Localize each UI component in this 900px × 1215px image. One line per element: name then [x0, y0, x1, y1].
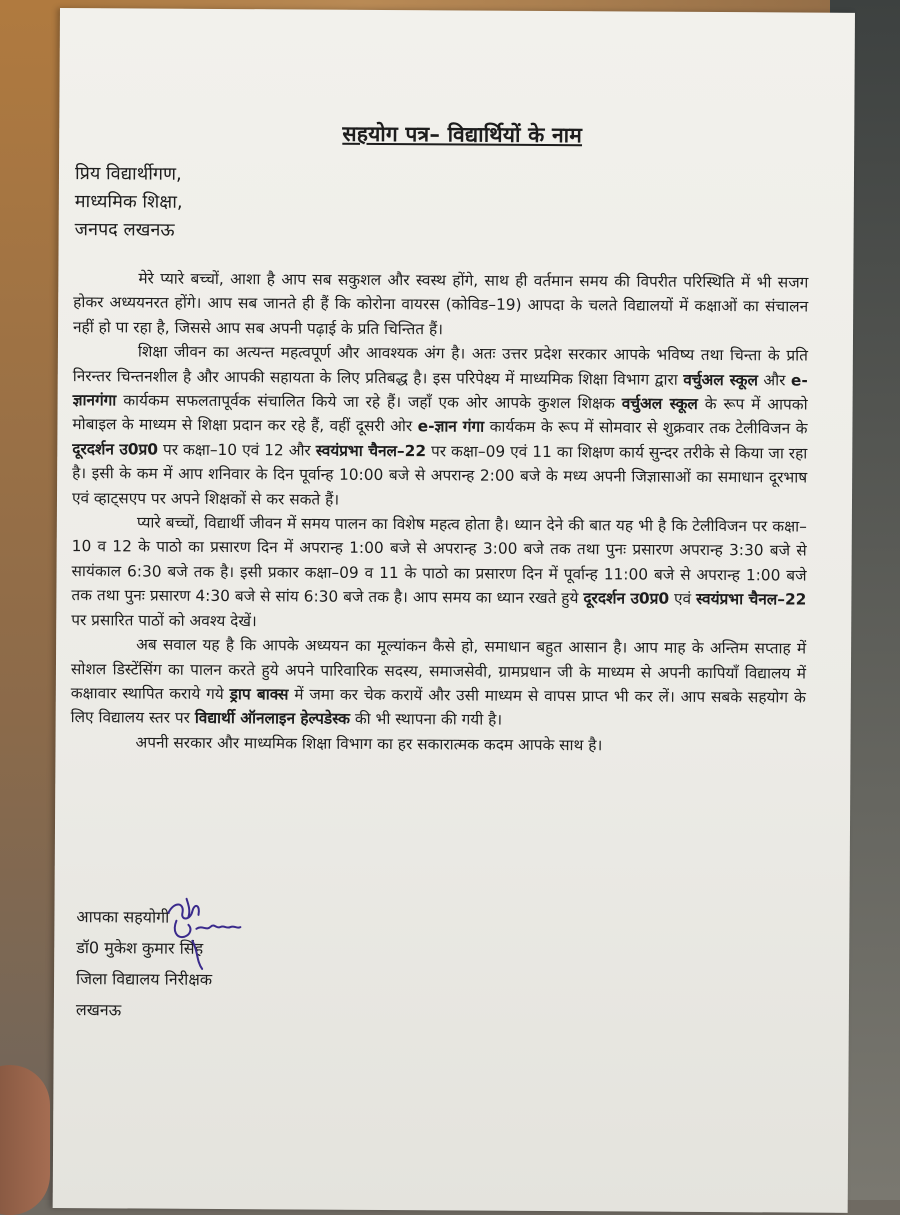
- bold-term: वर्चुअल स्कूल: [683, 370, 758, 389]
- thumb-holding-paper: [0, 1065, 50, 1215]
- paragraph-1: [73, 266, 808, 344]
- paragraph-4: [71, 632, 807, 734]
- bold-term: दूरदर्शन उ0प्र0: [583, 589, 670, 609]
- letter-page: [53, 8, 855, 1213]
- closing-line: डॉ0 मुकेश कुमार सिंह: [76, 938, 204, 958]
- paragraph-text: पर कक्षा–10 एवं 12 और: [157, 440, 316, 460]
- bold-term: दूरदर्शन उ0प्र0: [72, 439, 159, 459]
- bold-term: e-ज्ञानगंगा: [72, 371, 808, 410]
- paragraph-text: एवं: [669, 590, 697, 609]
- addressee-block: [75, 160, 183, 245]
- addressee-line: जनपद लखनऊ: [74, 219, 175, 241]
- paragraph-text: पर कक्षा–09 एवं 11 का शिक्षण कार्य सुन्दर तरीके से किया जा रहा है। इसी के कम में आप शनिवार के दिन पूर्वान्ह 10:00 बजे से अपरान्ह 2:00 बजे के मध्य अपनी जिज्ञासाओं का समाधान दूरभाष एवं व्हाट्सएप पर अपने शिक्षकों से कर सकते हैं।: [71, 442, 808, 509]
- paragraph-text: में जमा कर चेक करायें और उसी माध्यम से वापस प्राप्त भी कर लें। आप सबके सहयोग के लिए विद्यालय स्तर पर: [70, 685, 806, 728]
- bold-term: स्वयंप्रभा चैनल–22: [696, 590, 807, 609]
- letter-body: [70, 266, 808, 759]
- addressee-line: प्रिय विद्यार्थीगण,: [74, 163, 182, 185]
- bold-term: स्वयंप्रभा चैनल–22: [315, 441, 427, 461]
- paragraph-text: प्यारे बच्चों, विद्यार्थी जीवन में समय पालन का विशेष महत्व होता है। ध्यान देने की बात यह भी है कि टेलीविजन पर कक्षा–10 व 12 के पाठो का प्रसारण दिन में अपरान्ह 1:00 बजे से अपरान्ह 3:00 बजे तक तथा पुनः प्रसारण अपरान्ह 3:30 बजे से सायंकाल 6:30 बजे तक है। इसी प्रकार कक्षा–09 व 11 के पाठो का प्रसारण दिन में पूर्वान्ह 11:00 बजे से अपरान्ह 1:00 बजे तक तथा पुनः प्रसारण 4:30 बजे से सांय 6:30 बजे तक है। आप समय का ध्यान रखते हुये: [71, 513, 807, 608]
- closing-line: आपका सहयोगी: [76, 907, 170, 927]
- bold-term: ड्राप बाक्स: [229, 684, 289, 704]
- paragraph-text: अपनी सरकार और माध्यमिक शिक्षा विभाग का हर सकारात्मक कदम आपके साथ है।: [135, 733, 603, 755]
- paragraph-text: मेरे प्यारे बच्चों, आशा है आप सब सकुशल और स्वस्थ होंगे, साथ ही वर्तमान समय की विपरीत परिस्थिति में भी सजग होकर अध्ययनरत होंगे। आप सब जानते ही हैं कि कोरोना वायरस (कोविड–19) आपदा के चलते विद्यालयों में कक्षाओं का संचालन नहीं हो पा रहा है, जिससे आप सब अपनी पढ़ाई के प्रति चिन्तित हैं।: [72, 269, 809, 339]
- paragraph-text: पर प्रसारित पाठों को अवश्य देखें।: [71, 610, 257, 630]
- paragraph-5: [70, 730, 805, 759]
- letter-title: सहयोग पत्र– विद्यार्थियों के नाम: [342, 121, 583, 148]
- paragraph-2: [72, 339, 808, 514]
- closing-line: जिला विद्यालय निरीक्षक: [76, 969, 213, 989]
- paragraph-3: [71, 510, 807, 637]
- paragraph-text: और: [757, 370, 791, 390]
- bold-term: वर्चुअल स्कूल: [621, 394, 698, 413]
- paragraph-text: अब सवाल यह है कि आपके अध्ययन का मूल्यांकन कैसे हो, समाधान बहुत आसान है। आप माह के अन्तिम सप्ताह में सोशल डिस्टेंसिंग का पालन करते हुये अपने पारिवारिक सदस्य, समाजसेवी, ग्रामप्रधान जी के माध्यम से अपनी कापियाँ विद्यालय में कक्षावार स्थापित कराये गये: [70, 635, 807, 703]
- paragraph-text: कार्यकम के रूप में सोमवार से शुक्रवार तक टेलीविजन के: [484, 418, 808, 439]
- handwritten-signature: [162, 891, 262, 972]
- paragraph-text: शिक्षा जीवन का अत्यन्त महत्वपूर्ण और आवश्यक अंग है। अतः उत्तर प्रदेश सरकार आपके भविष्य तथा चिन्ता के प्रति निरन्तर चिन्तनशील है और आपकी सहायता के लिए प्रतिबद्ध है। इस परिपेक्ष्य में माध्यमिक शिक्षा विभाग द्वारा: [72, 342, 808, 389]
- paragraph-text: के रूप में आपको मोबाइल के माध्यम से शिक्षा प्रदान कर रहे हैं, वहीं दूसरी ओर: [72, 394, 808, 436]
- paragraph-text: कार्यकम सफलतापूर्वक संचालित किये जा रहे हैं। जहाँ एक ओर आपके कुशल शिक्षक: [116, 391, 622, 413]
- bold-term: e-ज्ञान गंगा: [417, 417, 485, 437]
- closing-line: लखनऊ: [75, 1000, 122, 1020]
- bold-term: विद्यार्थी ऑनलाइन हेल्पडेस्क: [194, 709, 351, 729]
- addressee-line: माध्यमिक शिक्षा,: [74, 191, 183, 213]
- paragraph-text: की भी स्थापना की गयी है।: [349, 710, 503, 730]
